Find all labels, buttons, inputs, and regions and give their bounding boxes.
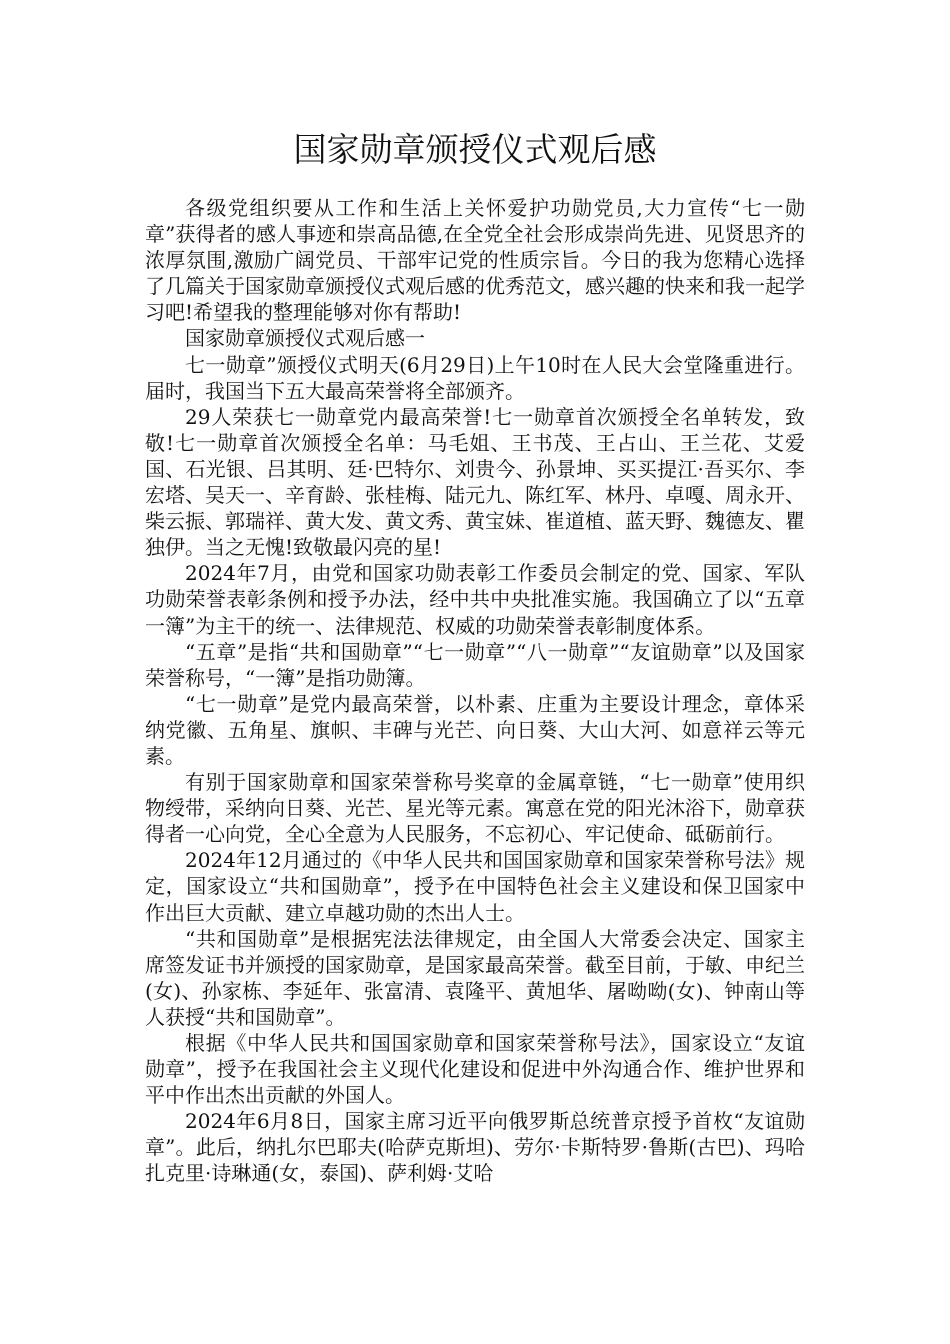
document-title: 国家勋章颁授仪式观后感 xyxy=(293,130,657,169)
body-paragraph: “五章”是指“共和国勋章”“七一勋章”“八一勋章”“友谊勋章”以及国家荣誉称号，“一簿”是指功勋簿。 xyxy=(145,639,805,690)
body-paragraph: 29人荣获七一勋章党内最高荣誉!七一勋章首次颁授全名单转发，致敬!七一勋章首次颁授全名单：马毛姐、王书茂、王占山、王兰花、艾爱国、石光银、吕其明、廷·巴特尔、刘贵今、孙景坤、买买提江·吾买尔、李宏塔、吴天一、辛育龄、张桂梅、陆元九、陈红军、林丹、卓嘎、周永开、柴云振、郭瑞祥、黄大发、黄文秀、黄宝妹、崔道植、蓝天野、魏德友、瞿独伊。当之无愧!致敬最闪亮的星! xyxy=(145,404,805,560)
body-paragraph: “共和国勋章”是根据宪法法律规定，由全国人大常委会决定、国家主席签发证书并颁授的国家勋章，是国家最高荣誉。截至目前，于敏、申纪兰(女)、孙家栋、李延年、张富清、袁隆平、黄旭华、屠呦呦(女)、钟南山等人获授“共和国勋章”。 xyxy=(145,926,805,1029)
body-paragraph: 七一勋章”颁授仪式明天(6月29日)上午10时在人民大会堂隆重进行。届时，我国当下五大最高荣誉将全部颁齐。 xyxy=(145,352,805,403)
body-paragraph: 2024年7月，由党和国家功勋表彰工作委员会制定的党、国家、军队功勋荣誉表彰条例和授予办法，经中共中央批准实施。我国确立了以“五章一簿”为主干的统一、法律规范、权威的功勋荣誉表彰制度体系。 xyxy=(145,561,805,638)
body-paragraph: 有别于国家勋章和国家荣誉称号奖章的金属章链，“七一勋章”使用织物绶带，采纳向日葵、光芒、星光等元素。寓意在党的阳光沐浴下，勋章获得者一心向党，全心全意为人民服务，不忘初心、牢记使命、砥砺前行。 xyxy=(145,770,805,847)
body-paragraph: “七一勋章”是党内最高荣誉，以朴素、庄重为主要设计理念，章体采纳党徽、五角星、旗帜、丰碑与光芒、向日葵、大山大河、如意祥云等元素。 xyxy=(145,691,805,768)
body-paragraph: 2024年12月通过的《中华人民共和国国家勋章和国家荣誉称号法》规定，国家设立“共和国勋章”，授予在中国特色社会主义建设和保卫国家中作出巨大贡献、建立卓越功勋的杰出人士。 xyxy=(145,848,805,925)
body-paragraph: 根据《中华人民共和国国家勋章和国家荣誉称号法》，国家设立“友谊勋章”，授予在我国社会主义现代化建设和促进中外沟通合作、维护世界和平中作出杰出贡献的外国人。 xyxy=(145,1031,805,1108)
document-body xyxy=(145,195,805,1187)
intro-paragraph: 各级党组织要从工作和生活上关怀爱护功勋党员,大力宣传“七一勋章”获得者的感人事迹和崇高品德,在全党全社会形成崇尚先进、见贤思齐的浓厚氛围,激励广阔党员、干部牢记党的性质宗旨。今日的我为您精心选择了几篇关于国家勋章颁授仪式观后感的优秀范文，感兴趣的快来和我一起学习吧!希望我的整理能够对你有帮助! xyxy=(145,196,805,325)
section-heading: 国家勋章颁授仪式观后感一 xyxy=(185,326,425,351)
body-paragraph: 2024年6月8日，国家主席习近平向俄罗斯总统普京授予首枚“友谊勋章”。此后，纳扎尔巴耶夫(哈萨克斯坦)、劳尔·卡斯特罗·鲁斯(古巴)、玛哈扎克里·诗琳通(女，泰国)、萨利姆·艾哈 xyxy=(145,1109,805,1186)
